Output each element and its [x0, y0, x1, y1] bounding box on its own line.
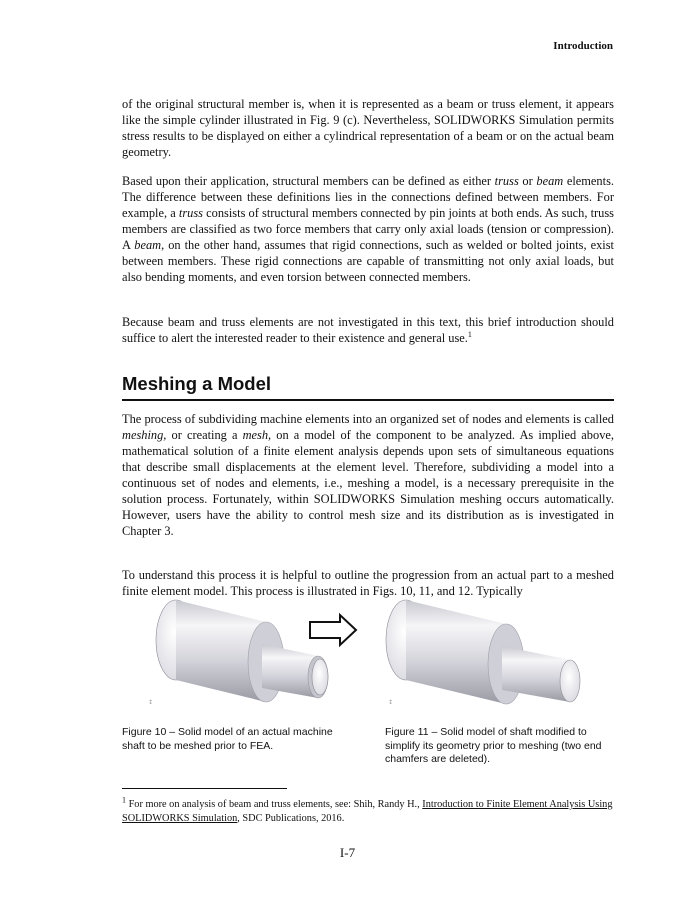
text-run: , on the other hand, assumes that rigid connections, such as welded or bolted joints, exist between members. These rigid connections are capable of transmitting not only axial loads, but also bending moments, and even torsion between connected members.: [122, 238, 614, 284]
text-run: on a model of the component to be analyzed. As implied above, mathematical solution of a finite element analysis depends upon sets of simultaneous equations that describe small displacements at the element level. Therefore, subdividing a model into a continuous set of nodes and elements, i.e., meshing a model, is a necessary prerequisite in the solution process. Fortunately, within SOLIDWORKS Simulation meshing occurs automatically. However, users have the ability to control mesh size and its distribution as is investigated in Chapter 3.: [122, 428, 614, 538]
text-run: Because beam and truss elements are not investigated in this text, this brief introduction should suffice to alert the interested reader to their existence and general use.: [122, 315, 614, 345]
paragraph-beam-representation: [122, 96, 614, 160]
paragraph-truss-vs-beam: [122, 173, 614, 285]
text-run: consists of structural members connected by pin joints at both ends. As such, truss members are classified as two force members that carry only axial loads (tension or compression). A: [122, 206, 615, 252]
term-truss: truss: [494, 174, 519, 188]
text-run: The process of subdividing machine elements into an organized set of nodes and elements is called: [122, 412, 614, 426]
term-meshing: meshing,: [122, 428, 167, 442]
paragraph-intro-note: [122, 314, 614, 346]
svg-text:↕: ↕: [388, 699, 394, 706]
shaft-model-fig11: [386, 600, 580, 706]
footnote-text: , SDC Publications, 2016.: [237, 813, 345, 824]
term-beam: beam: [536, 174, 564, 188]
shaft-model-fig10: [148, 600, 328, 706]
shaft-figures: [122, 598, 614, 718]
running-head: Introduction: [553, 40, 613, 52]
footnote-book-title[interactable]: Introduction to Finite Element Analysis Using SOLIDWORKS Simulation: [122, 799, 613, 824]
page-number: I-7: [339, 845, 356, 860]
term-truss: truss: [178, 206, 203, 220]
footnote-divider: [122, 788, 287, 789]
paragraph-text: To understand this process it is helpful to outline the progression from an actual part to a meshed finite element model. This process is illustrated in Figs. 10, 11, and 12. Typically: [122, 568, 614, 598]
footnote: [122, 795, 614, 826]
figure-area: [122, 598, 614, 718]
svg-text:↕: ↕: [148, 699, 154, 706]
footnote-reference[interactable]: 1: [467, 329, 472, 339]
footnote-number: 1: [122, 795, 126, 805]
section-heading: Meshing a Model: [122, 373, 614, 401]
text-run: or creating a: [166, 428, 243, 442]
right-arrow-icon: [310, 615, 356, 645]
text-run: or: [518, 174, 537, 188]
figure-11-caption: Figure 11 – Solid model of shaft modified to simplify its geometry prior to meshing (two end chamfers are deleted).: [385, 726, 602, 765]
paragraph-progression: [122, 567, 614, 599]
text-run: elements. The difference between these definitions lies in the connections defined between members. For example, a: [122, 174, 614, 220]
term-mesh: mesh,: [242, 428, 272, 442]
footnote-text: For more on analysis of beam and truss elements, see: Shih, Randy H.,: [126, 799, 423, 810]
text-run: Based upon their application, structural members can be defined as either: [122, 174, 495, 188]
paragraph-text: of the original structural member is, when it is represented as a beam or truss element, it appears like the simple cylinder illustrated in Fig. 9 (c). Nevertheless, SOLIDWORKS Simulation permits stress results to be displayed on either a cylindrical representation of a beam or on the actual beam geometry.: [122, 97, 614, 159]
figure-10-caption: Figure 10 – Solid model of an actual machine shaft to be meshed prior to FEA.: [122, 726, 333, 752]
term-beam: beam: [134, 238, 162, 252]
paragraph-meshing: [122, 411, 614, 539]
